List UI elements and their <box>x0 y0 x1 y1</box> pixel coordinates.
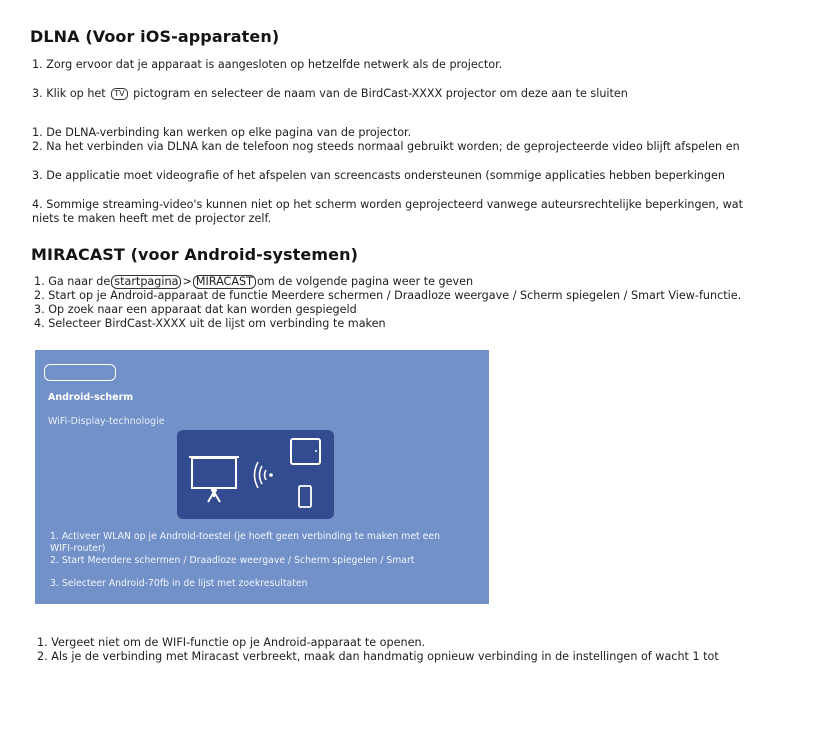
dlna-step-3-before: 3. Klik op het <box>32 87 106 100</box>
cast-illustration <box>177 430 334 519</box>
dlna-step-1: 1. Zorg ervoor dat je apparaat is aangesloten op hetzelfde netwerk als de projector. <box>32 58 503 71</box>
tv-icon: TV <box>111 88 127 100</box>
screen-instruction-3: 3. Selecteer Android-70fb in de lijst met zoekresultaten <box>50 578 308 589</box>
miracast-chip: MIRACAST <box>193 275 256 289</box>
dlna-note-3: 3. De applicatie moet videografie of het afspelen van screencasts ondersteunen (sommige applicaties hebben beperkingen <box>32 169 725 182</box>
dlna-heading: DLNA (Voor iOS-apparaten) <box>30 27 280 46</box>
dlna-note-4-cont: niets te maken heeft met de projector zelf. <box>32 212 272 225</box>
back-pill-button[interactable] <box>44 364 116 381</box>
footer-note-2: 2. Als je de verbinding met Miracast verbreekt, maak dan handmatig opnieuw verbinding in de instellingen of wacht 1 tot <box>37 650 719 663</box>
startpagina-chip: startpagina <box>111 275 181 289</box>
chevron-separator: > <box>182 275 192 288</box>
phone-icon <box>299 486 311 507</box>
miracast-heading: MIRACAST (voor Android-systemen) <box>31 245 358 264</box>
miracast-step-1-before: 1. Ga naar de <box>34 275 111 288</box>
android-screen-mockup <box>35 350 489 604</box>
screen-subtitle: WiFi-Display-technologie <box>48 416 165 427</box>
dlna-note-1: 1. De DLNA-verbinding kan werken op elke pagina van de projector. <box>32 126 412 139</box>
dlna-note-4: 4. Sommige streaming-video's kunnen niet op het scherm worden geprojecteerd vanwege auteursrechtelijke beperkingen, wat <box>32 198 744 211</box>
miracast-step-3: 3. Op zoek naar een apparaat dat kan worden gespiegeld <box>34 303 357 316</box>
miracast-step-1-after: om de volgende pagina weer te geven <box>256 275 474 288</box>
footer-note-1: 1. Vergeet niet om de WIFI-functie op je Android-apparaat te openen. <box>37 636 426 649</box>
screen-title: Android-scherm <box>48 392 134 403</box>
wireless-signal-icon <box>255 462 273 488</box>
screen-instruction-1-cont: WIFI-router) <box>50 543 106 554</box>
miracast-step-2: 2. Start op je Android-apparaat de functie Meerdere schermen / Draadloze weergave / Scherm spiegelen / Smart View-functie. <box>34 289 742 302</box>
dlna-step-3 <box>32 87 628 101</box>
dlna-step-3-after: pictogram en selecteer de naam van de BirdCast-XXXX projector om deze aan te sluiten <box>133 87 628 100</box>
projector-screen-icon <box>189 457 239 502</box>
dlna-note-2: 2. Na het verbinden via DLNA kan de telefoon nog steeds normaal gebruikt worden; de geprojecteerde video blijft afspelen en <box>32 140 740 153</box>
cast-illustration-card <box>177 430 334 519</box>
screen-instruction-2: 2. Start Meerdere schermen / Draadloze weergave / Scherm spiegelen / Smart <box>50 555 415 566</box>
miracast-step-1 <box>34 275 473 289</box>
screen-instruction-1: 1. Activeer WLAN op je Android-toestel (je hoeft geen verbinding te maken met een <box>50 531 440 542</box>
miracast-step-4: 4. Selecteer BirdCast-XXXX uit de lijst om verbinding te maken <box>34 317 386 330</box>
tablet-icon <box>291 439 320 464</box>
